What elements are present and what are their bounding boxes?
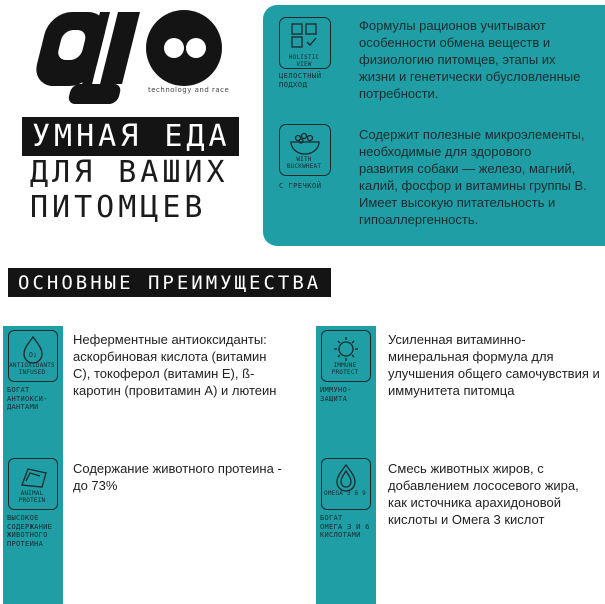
caption-holistic: ЦЕЛОСТНЫЙ ПОДХОД (279, 72, 322, 89)
text-omega: Смесь животных жиров, с добавлением лососевого жира, как источника арахидоновой кислоты и Омега 3 кислот (388, 461, 579, 527)
icon-text-immune: IMMUNE PROTECT (331, 362, 359, 376)
icon-text-antioxidants: ANTIOXIDANTS INFUSED (9, 362, 55, 376)
icon-text-buckwheat: WITH BUCKWHEAT (286, 156, 322, 170)
caption-buckwheat: С ГРЕЧКОЙ (279, 182, 322, 190)
text-antioxidants: Неферментные антиоксиданты: аскорбиновая кислота (витамин С), токоферол (витамин Е), ß- каротин (провитамин А) и лютеин (73, 332, 277, 398)
caption-immune: ИММУНО- ЗАЩИТА (320, 386, 352, 403)
caption-protein: ВЫСОКОЕ СОДЕРЖАНИЕ ЖИВОТНОГО ПРОТЕИНА (7, 514, 53, 548)
text-holistic: Формулы рационов учитывают особенности обмена веществ и физиологию питомцев, этапы их жизни и генетически обусловленные потребности. (359, 18, 581, 101)
caption-antioxidants: БОГАТ АНТИОКСИ- ДАНТАМИ (7, 386, 48, 411)
icon-text-protein: ANIMAL PROTEIN (18, 490, 46, 504)
text-protein: Содержание животного протеина - до 73% (73, 461, 282, 493)
headline-line-1: УМНАЯ ЕДА (22, 117, 239, 156)
icon-text-holistic: HOLISTIC VIEW (288, 54, 320, 68)
section-title: ОСНОВНЫЕ ПРЕИМУЩЕСТВА (8, 268, 331, 297)
headline-line-2: ДЛЯ ВАШИХ (30, 155, 229, 190)
logo-tagline: technology and race (148, 86, 230, 94)
ajo-logo (22, 4, 252, 112)
icon-text-omega: OMEGA 3 6 9 (324, 490, 366, 497)
caption-omega: БОГАТ ОМЕГА 3 И 6 КИСЛОТАМИ (320, 514, 370, 539)
text-immune: Усиленная витаминно- минеральная формула для улучшения общего самочувствия и иммунитета питомца (388, 332, 600, 398)
headline-line-3: ПИТОМЦЕВ (30, 190, 207, 225)
svg-text:O₂: O₂ (28, 351, 38, 359)
omega-drop-icon (321, 458, 371, 510)
text-buckwheat: Содержит полезные микроэлементы, необходимые для здорового развития собаки — железо, магний, калий, фосфор и витамины группы В. Имеет высокую питательность и гипоаллергенность. (359, 127, 587, 227)
